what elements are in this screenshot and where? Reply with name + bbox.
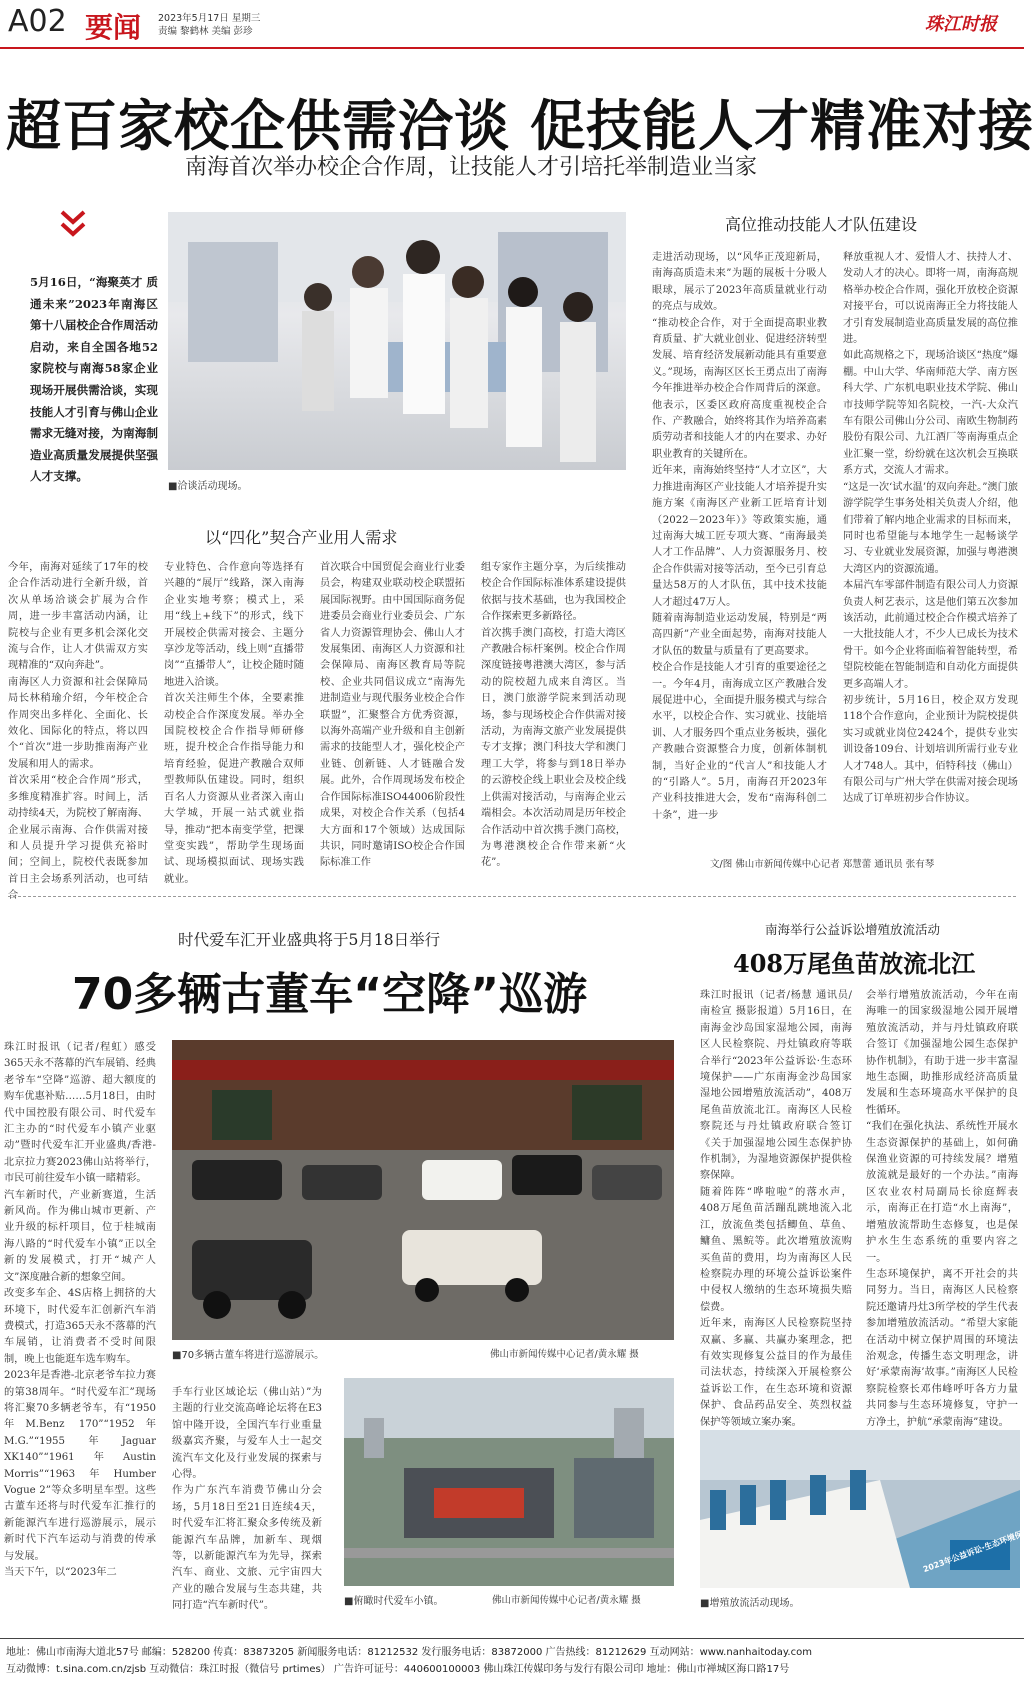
story1-subhead: 南海首次举办校企合作周，让技能人才引培托举制造业当家 — [185, 155, 758, 180]
story2-column-2: 手车行业区域论坛（佛山站）”为主题的行业交流高峰论坛将在E3馆中隆开设，全国汽车行业重量级嘉宾齐聚，与爱车人士一起交流汽车文化及行业发展的探索与心得。 作为广东汽车消费节佛山分会场，5月18日至21日连续4天，时代爱车汇将汇聚众多传统及新能源汽车品牌，加新车、现烟等，以新能源汽车为先导，探索汽车、商业、文旅、元宇宙四大产业的融合发展与生态共建，共同打造“汽车新时代”。 — [172, 1387, 322, 1612]
story2-photo2-credit: 佛山市新闻传媒中心记者/黄永耀 摄 — [492, 1595, 641, 1606]
story2-photo1-caption: ■70多辆古董车将进行巡游展示。 — [172, 1350, 325, 1361]
story1-column-6: 释放重视人才、爱惜人才、扶持人才、发动人才的决心。即将一周，南海高规格举办校企合作周，强化开放校企资源对接平台，可以说南海正全力将技能人才引育发展制造业高质量发展的高位推进。 如此高规格之下，现场洽谈区“热度”爆棚。中山大学、华南师范大学、南方医科大学、广东机电职业技术学院、佛山市技师学院等知名院校，一汽-大众汽车有限公司佛山分公司、南欧生物制药股份有限公司、九江酒厂等南海重点企业汇聚一堂，纷纷就在这次机会互换联系方式，交流人才需求。 “这是一次‘试水温’的双向奔赴。”澳门旅游学院学生事务处相关负责人介绍，他们带着了解内地企业需求的目标而来，同时也希望能与本地学生一起畅谈学习、专业就业发展资源，加强与粤港澳大湾区内的资源流通。 本届汽车零部件制造有限公司人力资源负责人柯艺表示，这是他们第五次参加该活动，此前通过校企合作模式培养了一大批技能人才，不少人已成长为技术骨干。如今企业将面临着智能转型，希望院校能在智能制造和自动化方面提供更多高端人才。 初步统计，5月16日，校企双方发现118个合作意向，企业预计为院校提供实习或就业岗位2424个，提供专业实训设备109台、计划培训所需行业专业人才748人。其中，佰特科技（佛山）有限公司与广州大学在供需对接会现场达成了订单班初步合作协议。 — [843, 252, 1018, 805]
section-label: 要闻 — [85, 11, 142, 44]
editors: 责编 黎鹤林 美编 彭珍 — [158, 26, 253, 37]
story2-headline: 70多辆古董车“空降”巡游 — [72, 969, 588, 1020]
story-divider — [8, 896, 1016, 897]
story1-headline: 超百家校企供需洽谈 促技能人才精准对接 — [6, 94, 1034, 158]
story1-column-3: 首次联合中国贸促会商业行业委员会，构建双业联动校企联盟拓展国际视野。由中国国际商务促进委员会商业行业委员会、广东省人力资源管理协会、佛山人才发展集团、南海区人力资源和社会保障局、南海区教育局等院校、企业共同倡议成立“南海先进制造业与现代服务业校企合作联盟”，汇聚整合方优秀资源，以海外高端产业升级和自主创新需求的技能型人才，强化校企产业链、创新链、人才链融合发展。此外，合作周现场发布校企合作国际标准ISO44006阶段性成果，对校企合作关系（包括4大方面和17个领域）达成国际共识，同时邀请ISO校企合作国际标准工作 — [320, 562, 465, 869]
masthead-rule — [0, 47, 1024, 49]
story3-photo-caption: ■增殖放流活动现场。 — [700, 1598, 800, 1609]
story3-photo — [700, 1430, 1032, 1588]
story3-headline: 408万尾鱼苗放流北江 — [733, 949, 976, 978]
story1-column-5: 走进活动现场，以“风华正茂迎新局，南海高质造未来”为题的展板十分吸人眼球，展示了2023年高质量就业行动的亮点与成效。 “推动校企合作，对于全面提高职业教育质量、扩大就业创业、促进经济转型发展、培育经济发展新动能具有重要意义。”现场，南海区区长王勇点出了南海今年推进举办校企合作周背后的深意。他表示，区委区政府高度重视校企合作、产教融合，始终将其作为培养高素质劳动者和技能人才的内在要求、办好职业教育的关键所在。 近年来，南海始终坚持“人才立区”，大力推进南海区产业技能人才培养提升实施方案《南海区产业新工匠培育计划（2022－2023年）》等政策实施，通过南海大城工匠专项大赛、“南海最美人才工作品牌”、人力资源服务月、校企合作供需对接等活动，至今已引育总量达58万的人才队伍，其中技术技能人才超过47万人。 随着南海制造业运动发展，特别是“两高四新”产业全面起势，南海对技能人才队伍的数量与质量有了更高要求。 校企合作是技能人才引育的重要途径之一。今年4月，南海成立区产教融合发展促进中心，全面提升服务模式与综合水平，以校企合作、实习就业、技能培训、人才服务四个重点业务板块，强化产教融合资源整合力度，创新体制机制，当好企业的“代言人”和技能人才的“引路人”。5月，南海召开2023年产业科技推进大会，发布“南海科创二十条”，进一步 — [652, 252, 827, 821]
story2-column-1: 珠江时报讯（记者/程虹）感受365天永不落幕的汽车展销、经典老爷车“空降”巡游、超大额度的购车优惠补贴……5月18日，由时代中国控股有限公司、时代爱车汇主办的“时代爱车小镇产业驱动”暨时代爱车汇开业盛典/香港-北京拉力赛2023佛山站将举行，市民可前往爱车小镇一睹精彩。 汽车新时代，产业新赛道，生活新风尚。作为佛山城市更新、产业升级的标杆项目，位于桂城南海八路的“时代爱车小镇”正以全新的发展模式，打开“城产人文”深度融合新的想象空间。 改变多车企、4S店格上拥挤的大环境下，时代爱车汇创新汽车消费模式，打造365天永不落幕的汽车展销，让消费者不受时间限制，晚上也能逛车选车购车。 2023年是香港-北京老爷车拉力赛的第38周年。“时代爱车汇”现场将汇聚70多辆老爷车，有“1950年M.Benz 170”“1952年M.G.”“1955年Jaguar XK140”“1961年Austin Morris”“1963年Humber Vogue 2”等众多明星车型。这些古董车还将与时代爱车汇推行的新能源汽车进行巡游展示，展示新时代下汽车运动与消费的传承与发展。 当天下午，以“2023年二 — [4, 1042, 156, 1578]
page-number: A02 — [8, 4, 67, 39]
story1-lead: 5月16日，“海聚英才 质通未来”2023年南海区第十八届校企合作周活动启动，来自全国各地52家院校与南海58家企业现场开展供需洽谈，实现技能人才引育与佛山企业需求无缝对接，为南海制造业高质量发展提供坚强人才支撑。 — [30, 275, 158, 484]
issue-date: 2023年5月17日 星期三 — [158, 13, 261, 24]
story3-banner: 2023年公益诉讼·生态环境保护 — [921, 1526, 1032, 1575]
paper-logo: 珠江时报 — [925, 14, 997, 35]
story3-column-2: 会举行增殖放流活动，今年在南海唯一的国家级湿地公园开展增殖放流活动，并与丹灶镇政府联合签订《加强湿地公园生态保护协作机制》，有助于进一步丰富湿地生态圈，助推形成经济高质量发展和生态环境高水平保护的良性循环。 “我们在强化执法、系统性开展水生态资源保护的基础上，如何确保渔业资源的可持续发展？增殖放流就是最好的一个办法。”南海区农业农村局副局长徐庭辉表示，南海正在打造“水上南海”，增殖放流帮助生态修复，也是保护水生生态系统的重要内容之一。 生态环境保护，离不开社会的共同努力。当日，南海区人民检察院还邀请丹灶3所学校的学生代表参加增殖放流活动。“希望大家能在活动中树立保护周围的环境法治观念，传播生态文明理念，讲好‘承蒙南海’故事。”南海区人民检察院检察长邓伟峰呼吁各方力量共同参与生态环境修复，守护一方净土，护航“承蒙南海”建设。 — [866, 990, 1018, 1428]
story1-column-1: 今年，南海对延续了17年的校企合作活动进行全新升级，首次从单场洽谈会扩展为合作周，进一步丰富活动内涵，让院校与企业有更多机会深化交流与合作，让人才供需双方实现精准的“双向奔赴”。 南海区人力资源和社会保障局局长林稍瑜介绍，今年校企合作周突出多样化、全面化、长效化、国际化的特点，将以四个“首次”进一步助推南海产业发展和用人的需求。 首次采用“校企合作周”形式，多维度精准扩容。时间上，活动持续4天，为院校了解南海、企业展示南海、合作供需对接和人员提升学习提供充裕时间；空间上，院校代表既参加首日主会场系列活动，也可结合 — [8, 562, 148, 902]
section2-title: 高位推动技能人才队伍建设 — [725, 215, 918, 234]
story2-kicker: 时代爱车汇开业盛典将于5月18日举行 — [178, 931, 441, 949]
section1-title: 以“四化”契合产业用人需求 — [205, 528, 398, 547]
footer-line-2: 互动微博：t.sina.com.cn/zjsb 互动微信：珠江时报（微信号 prtimes） 广告许可证号：440600100003 佛山珠江传媒印务与发行有限公司印 地址：佛山市禅城区海口路17号 — [6, 1664, 790, 1675]
footer-rule — [0, 1638, 1024, 1639]
story2-photo1-credit: 佛山市新闻传媒中心记者/黄永耀 摄 — [490, 1349, 639, 1360]
story3-column-1: 珠江时报讯（记者/杨慧 通讯员/南检宣 摄影报道）5月16日，在南海金沙岛国家湿地公园，南海区人民检察院、丹灶镇政府等联合举行“2023年公益诉讼·生态环境保护——广东南海金沙岛国家湿地公园增殖放流活动”，408万尾鱼苗放流北江。南海区人民检察院还与丹灶镇政府联合签订《关于加强湿地公园生态保护协作机制》，为湿地资源保护提供检察保障。 随着阵阵“哗啦啦”的落水声，408万尾鱼苗活蹦乱跳地流入北江，放流鱼类包括鲫鱼、草鱼、鳙鱼、黑鲩等。此次增殖放流购买鱼苗的费用，均为南海区人民检察院办理的环境公益诉讼案件中侵权人缴纳的生态环境损失赔偿费。 近年来，南海区人民检察院坚持双赢、多赢、共赢办案理念，把有效实现修复公益目的作为最佳司法状态，持续深入开展检察公益诉讼工作，在生态环境和资源保护、食品药品安全、英烈权益保护等领域立案办案。 — [700, 990, 852, 1428]
story1-byline: 文/图 佛山市新闻传媒中心记者 郑慧蕾 通讯员 张有琴 — [710, 859, 935, 870]
footer-line-1: 地址：佛山市南海大道北57号 邮编：528200 传真：83873205 新闻服务电话：81212532 发行服务电话：83872000 广告热线：81212629 互动网站：www.nanhaitoday.com — [6, 1647, 812, 1658]
story3-kicker: 南海举行公益诉讼增殖放流活动 — [765, 922, 941, 937]
story1-photo-caption: ■洽谈活动现场。 — [168, 481, 248, 492]
story2-photo-aerial — [344, 1378, 674, 1586]
story2-photo2-caption: ■俯瞰时代爱车小镇。 — [344, 1596, 444, 1607]
story2-photo-cars — [172, 1040, 674, 1340]
story1-photo — [168, 212, 626, 470]
chevron-down-icon — [58, 208, 88, 244]
story1-column-2: 专业特色、合作意向等选择有兴趣的“展厅”线路，深入南海企业实地考察；模式上，采用“线上+线下”的形式，线下开展校企供需对接会、主题分享沙龙等活动，线上则“直播带岗”“直播带人”，让校企随时随地进入洽谈。 首次关注师生个体，全要素推动校企合作深度发展。举办全国院校校企合作指导师研修班，提升校企合作指导能力和培育经验，促进产教融合双师型教师队伍建设。同时，组织百名人力资源从业者深入南山大学城，开展一站式就业指导，推动“把本南变学堂，把课堂变实践”，帮助学生现场面试、现场模拟面试、现场实践就业。 — [164, 562, 304, 885]
masthead — [0, 0, 1024, 52]
story1-column-4: 组专家作主题分享，为后续推动校企合作国际标准体系建设提供依据与技术基础，也为我国校企合作探索更多新路径。 首次携手澳门高校，打造大湾区产教融合标杆案例。校企合作周深度链接粤港澳大湾区，参与活动的院校超九成来自湾区。当日，澳门旅游学院来到活动现场，参与现场校企合作供需对接活动，为南海文旅产业发展提供专才支撑；澳门科技大学和澳门理工大学，将参与到18日举办的云游校企线上职业会及校企线上供需对接活动，与南海企业云端相会。本次活动周是历年校企合作活动中首次携手澳门高校，为粤港澳校企合作带来新“火花”。 — [481, 562, 626, 869]
